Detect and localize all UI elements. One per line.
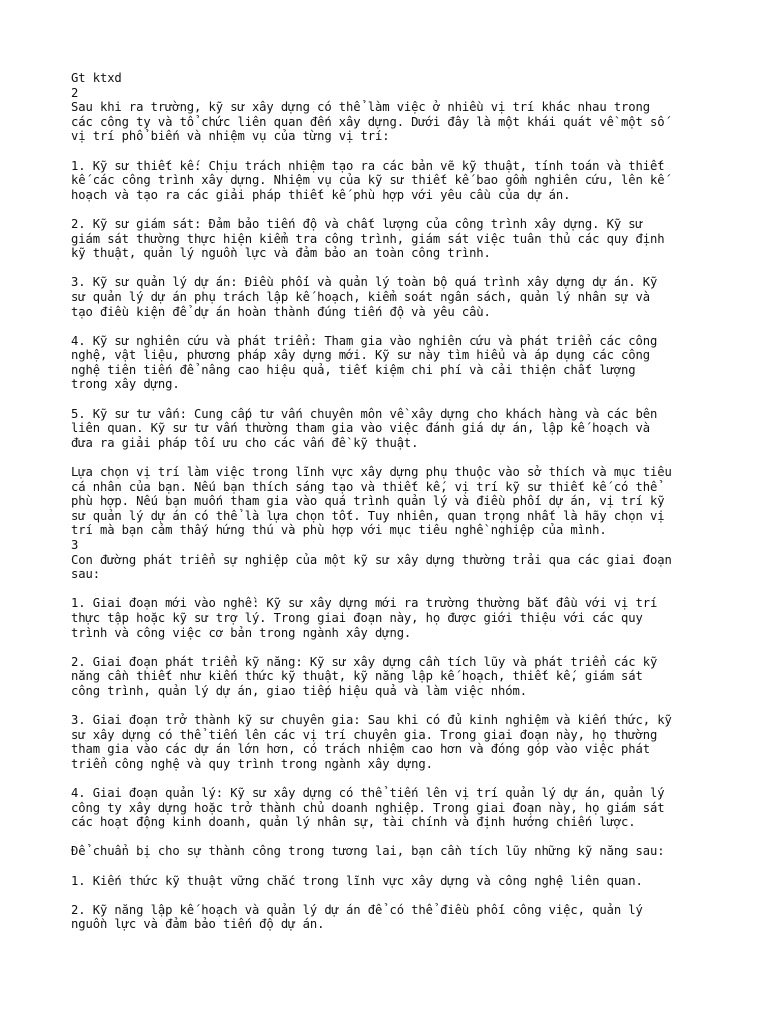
document-body [71, 71, 711, 947]
position-item-project-management [71, 275, 711, 319]
text-line: phù hợp. Nếu bạn muốn tham gia vào quá trình quản lý và điều phối dự án, vị trí kỹ [71, 494, 665, 509]
text-line: 2. Giai đoạn phát triển kỹ năng: Kỹ sư xây dựng cần tích lũy và phát triển các kỹ [71, 654, 658, 669]
text-line: công trình, quản lý dự án, giao tiếp hiệu quả và làm việc nhóm. [71, 683, 527, 698]
stage-item-expert [71, 713, 711, 771]
stage-item-entry [71, 596, 711, 640]
text-line: Lựa chọn vị trí làm việc trong lĩnh vực xây dựng phụ thuộc vào sở thích và mục tiêu [71, 465, 672, 480]
text-line: sư quản lý dự án có thể là lựa chọn tốt. Tuy nhiên, quan trọng nhất là hãy chọn vị [71, 508, 665, 523]
skills-intro-paragraph [71, 844, 711, 859]
text-line: 1. Giai đoạn mới vào nghề: Kỹ sư xây dựng mới ra trường thường bắt đầu với vị trí [71, 596, 658, 611]
text-line: năng cần thiết như kiến thức kỹ thuật, kỹ năng lập kế hoạch, thiết kế, giám sát [71, 669, 643, 684]
text-line: 2. Kỹ sư giám sát: Đảm bảo tiến độ và chất lượng của công trình xây dựng. Kỹ sư [71, 216, 643, 231]
position-item-supervision [71, 217, 711, 261]
text-line: 1. Kiến thức kỹ thuật vững chắc trong lĩnh vực xây dựng và công nghệ liên quan. [71, 873, 643, 888]
text-line: trí mà bạn cảm thấy hứng thú và phù hợp với mục tiêu nghề nghiệp của mình. [71, 523, 607, 538]
text-line: liên quan. Kỹ sư tư vấn thường tham gia vào việc đánh giá dự án, lập kế hoạch và [71, 421, 651, 436]
document-header [71, 71, 711, 100]
text-line: đưa ra giải pháp tối ưu cho các vấn đề kỹ thuật. [71, 435, 419, 450]
text-line: nghệ tiên tiến để nâng cao hiệu quả, tiết kiệm chi phí và cải thiện chất lượng [71, 362, 636, 377]
page-number: 3 [71, 538, 79, 552]
text-line: Để chuẩn bị cho sự thành công trong tương lai, bạn cần tích lũy những kỹ năng sau: [71, 844, 665, 859]
text-line: thực tập hoặc kỹ sư trợ lý. Trong giai đoạn này, họ được giới thiệu với các quy [71, 610, 643, 625]
text-line: Sau khi ra trường, kỹ sư xây dựng có thể làm việc ở nhiều vị trí khác nhau trong [71, 100, 651, 115]
position-item-consulting [71, 407, 711, 451]
text-line: công ty xây dựng hoặc trở thành chủ doanh nghiệp. Trong giai đoạn này, họ giám sát [71, 800, 665, 815]
position-item-design [71, 159, 711, 203]
text-line: sư xây dựng có thể tiến lên các vị trí chuyên gia. Trong giai đoạn này, họ thường [71, 727, 658, 742]
text-line: cá nhân của bạn. Nếu bạn thích sáng tạo và thiết kế, vị trí kỹ sư thiết kế có thể [71, 479, 658, 494]
text-line: giám sát thường thực hiện kiểm tra công trình, giám sát việc tuân thủ các quy định [71, 231, 665, 246]
text-line: 4. Giai đoạn quản lý: Kỹ sư xây dựng có thể tiến lên vị trí quản lý dự án, quản lý [71, 786, 665, 801]
text-line: trong xây dựng. [71, 377, 180, 392]
skill-item-technical [71, 874, 711, 889]
text-line: vị trí phổ biến và nhiệm vụ của từng vị trí: [71, 129, 390, 144]
document-title: Gt ktxd [71, 71, 122, 85]
text-line: triển công nghệ và quy trình trong ngành xây dựng. [71, 756, 433, 771]
text-line: tham gia vào các dự án lớn hơn, có trách nhiệm cao hơn và đóng góp vào việc phát [71, 742, 651, 757]
stage-item-skills [71, 655, 711, 699]
text-line: 3. Giai đoạn trở thành kỹ sư chuyên gia: Sau khi có đủ kinh nghiệm và kiến thức, kỹ [71, 713, 672, 728]
page-number: 2 [71, 85, 79, 100]
position-item-research [71, 334, 711, 392]
text-line: 1. Kỹ sư thiết kế: Chịu trách nhiệm tạo ra các bản vẽ kỹ thuật, tính toán và thiết [71, 158, 665, 173]
text-line: kế các công trình xây dựng. Nhiệm vụ của kỹ sư thiết kế bao gồm nghiên cứu, lên kế [71, 173, 665, 188]
text-line: kỹ thuật, quản lý nguồn lực và đảm bảo an toàn công trình. [71, 246, 491, 261]
choice-paragraph [71, 465, 711, 582]
text-line: sau: [71, 567, 100, 582]
text-line: 3. Kỹ sư quản lý dự án: Điều phối và quản lý toàn bộ quá trình xây dựng dự án. Kỹ [71, 275, 658, 290]
stage-item-management [71, 786, 711, 830]
intro-paragraph [71, 100, 711, 144]
text-line: 2. Kỹ năng lập kế hoạch và quản lý dự án để có thể điều phối công việc, quản lý [71, 902, 643, 917]
text-line: 5. Kỹ sư tư vấn: Cung cấp tư vấn chuyên môn về xây dựng cho khách hàng và các bên [71, 406, 658, 421]
text-line: trình và công việc cơ bản trong ngành xây dựng. [71, 625, 412, 640]
text-line: Con đường phát triển sự nghiệp của một kỹ sư xây dựng thường trải qua các giai đoạn [71, 552, 672, 567]
text-line: các hoạt động kinh doanh, quản lý nhân sự, tài chính và định hướng chiến lược. [71, 815, 636, 830]
text-line: 4. Kỹ sư nghiên cứu và phát triển: Tham gia vào nghiên cứu và phát triển các công [71, 333, 658, 348]
skill-item-planning [71, 903, 711, 932]
text-line: nguồn lực và đảm bảo tiến độ dự án. [71, 917, 325, 932]
text-line: nghệ, vật liệu, phương pháp xây dựng mới. Kỹ sư này tìm hiểu và áp dụng các công [71, 348, 651, 363]
text-line: tạo điều kiện để dự án hoàn thành đúng tiến độ và yêu cầu. [71, 304, 491, 319]
text-line: hoạch và tạo ra các giải pháp thiết kế phù hợp với yêu cầu của dự án. [71, 187, 571, 202]
text-line: sư quản lý dự án phụ trách lập kế hoạch, kiểm soát ngân sách, quản lý nhân sự và [71, 289, 651, 304]
text-line: các công ty và tổ chức liên quan đến xây dựng. Dưới đây là một khái quát về một số [71, 114, 665, 129]
